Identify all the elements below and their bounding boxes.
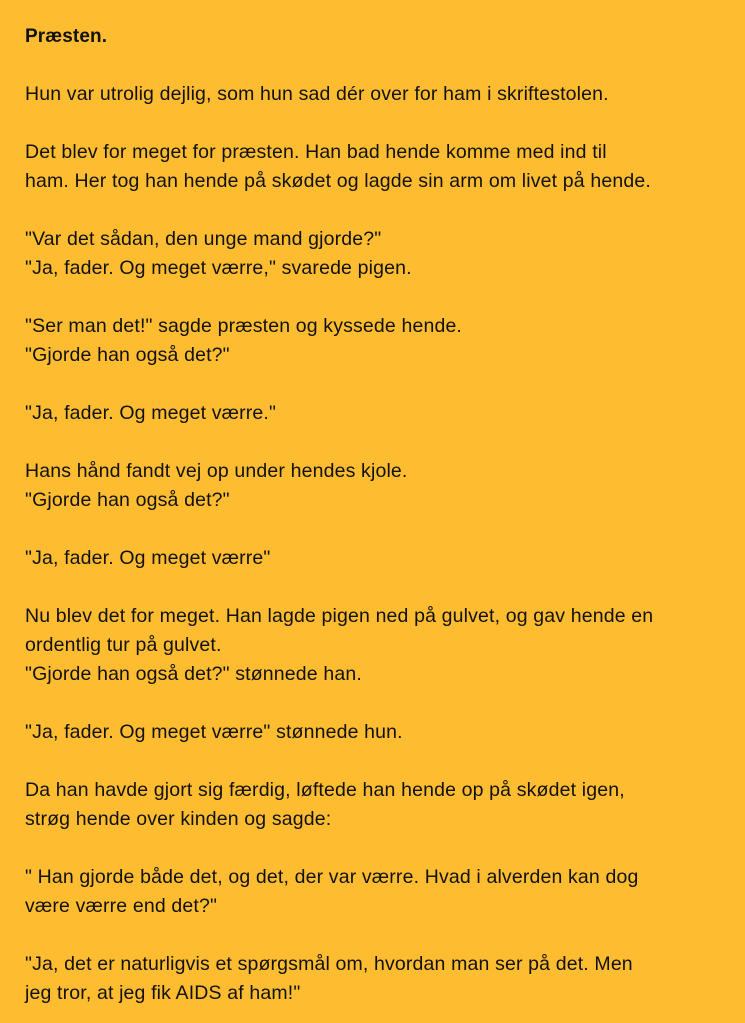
paragraph-spacer	[25, 196, 730, 225]
text-line: " Han gjorde både det, og det, der var værre. Hvad i alverden kan dog	[25, 866, 639, 888]
story-paragraph	[25, 776, 730, 834]
story-title: Præsten.	[25, 26, 108, 47]
text-line: "Var det sådan, den unge mand gjorde?"	[25, 228, 382, 250]
text-line: "Gjorde han også det?" stønnede han.	[25, 663, 362, 685]
text-line: jeg tror, at jeg fik AIDS af ham!"	[25, 982, 301, 1004]
paragraph-spacer	[25, 283, 730, 312]
text-line: "Gjorde han også det?"	[25, 489, 230, 511]
paragraph-spacer	[25, 109, 730, 138]
text-line: Det blev for meget for præsten. Han bad hende komme med ind til	[25, 141, 607, 163]
text-line: "Ser man det!" sagde præsten og kyssede hende.	[25, 315, 463, 337]
story-paragraph	[25, 950, 730, 1008]
paragraph-spacer	[25, 747, 730, 776]
paragraph-spacer	[25, 51, 730, 80]
paragraph-spacer	[25, 689, 730, 718]
story-paragraph	[25, 863, 730, 921]
story-paragraph	[25, 138, 730, 196]
text-line: ordentlig tur på gulvet.	[25, 634, 222, 656]
story-paragraph	[25, 718, 730, 747]
story-paragraph	[25, 80, 730, 109]
text-line: "Ja, fader. Og meget værre" stønnede hun.	[25, 721, 403, 743]
text-line: "Gjorde han også det?"	[25, 344, 230, 366]
text-line: Da han havde gjort sig færdig, løftede han hende op på skødet igen,	[25, 779, 625, 801]
document-page	[25, 22, 730, 1008]
paragraph-spacer	[25, 428, 730, 457]
text-line: "Ja, det er naturligvis et spørgsmål om, hvordan man ser på det. Men	[25, 953, 633, 975]
text-line: strøg hende over kinden og sagde:	[25, 808, 332, 830]
text-line: ham. Her tog han hende på skødet og lagde sin arm om livet på hende.	[25, 170, 651, 192]
paragraph-spacer	[25, 515, 730, 544]
text-line: "Ja, fader. Og meget værre."	[25, 402, 277, 424]
story-paragraph	[25, 312, 730, 370]
text-line: Nu blev det for meget. Han lagde pigen ned på gulvet, og gav hende en	[25, 605, 654, 627]
story-paragraph	[25, 399, 730, 428]
paragraph-spacer	[25, 834, 730, 863]
paragraph-spacer	[25, 921, 730, 950]
story-paragraph	[25, 457, 730, 515]
story-paragraph	[25, 602, 730, 689]
text-line: "Ja, fader. Og meget værre," svarede pigen.	[25, 257, 412, 279]
paragraph-spacer	[25, 370, 730, 399]
story-paragraph	[25, 544, 730, 573]
story-body	[25, 80, 730, 1008]
story-paragraph	[25, 225, 730, 283]
text-line: "Ja, fader. Og meget værre"	[25, 547, 271, 569]
text-line: være værre end det?"	[25, 895, 218, 917]
text-line: Hun var utrolig dejlig, som hun sad dér over for ham i skriftestolen.	[25, 83, 609, 105]
paragraph-spacer	[25, 573, 730, 602]
text-line: Hans hånd fandt vej op under hendes kjole.	[25, 460, 408, 482]
